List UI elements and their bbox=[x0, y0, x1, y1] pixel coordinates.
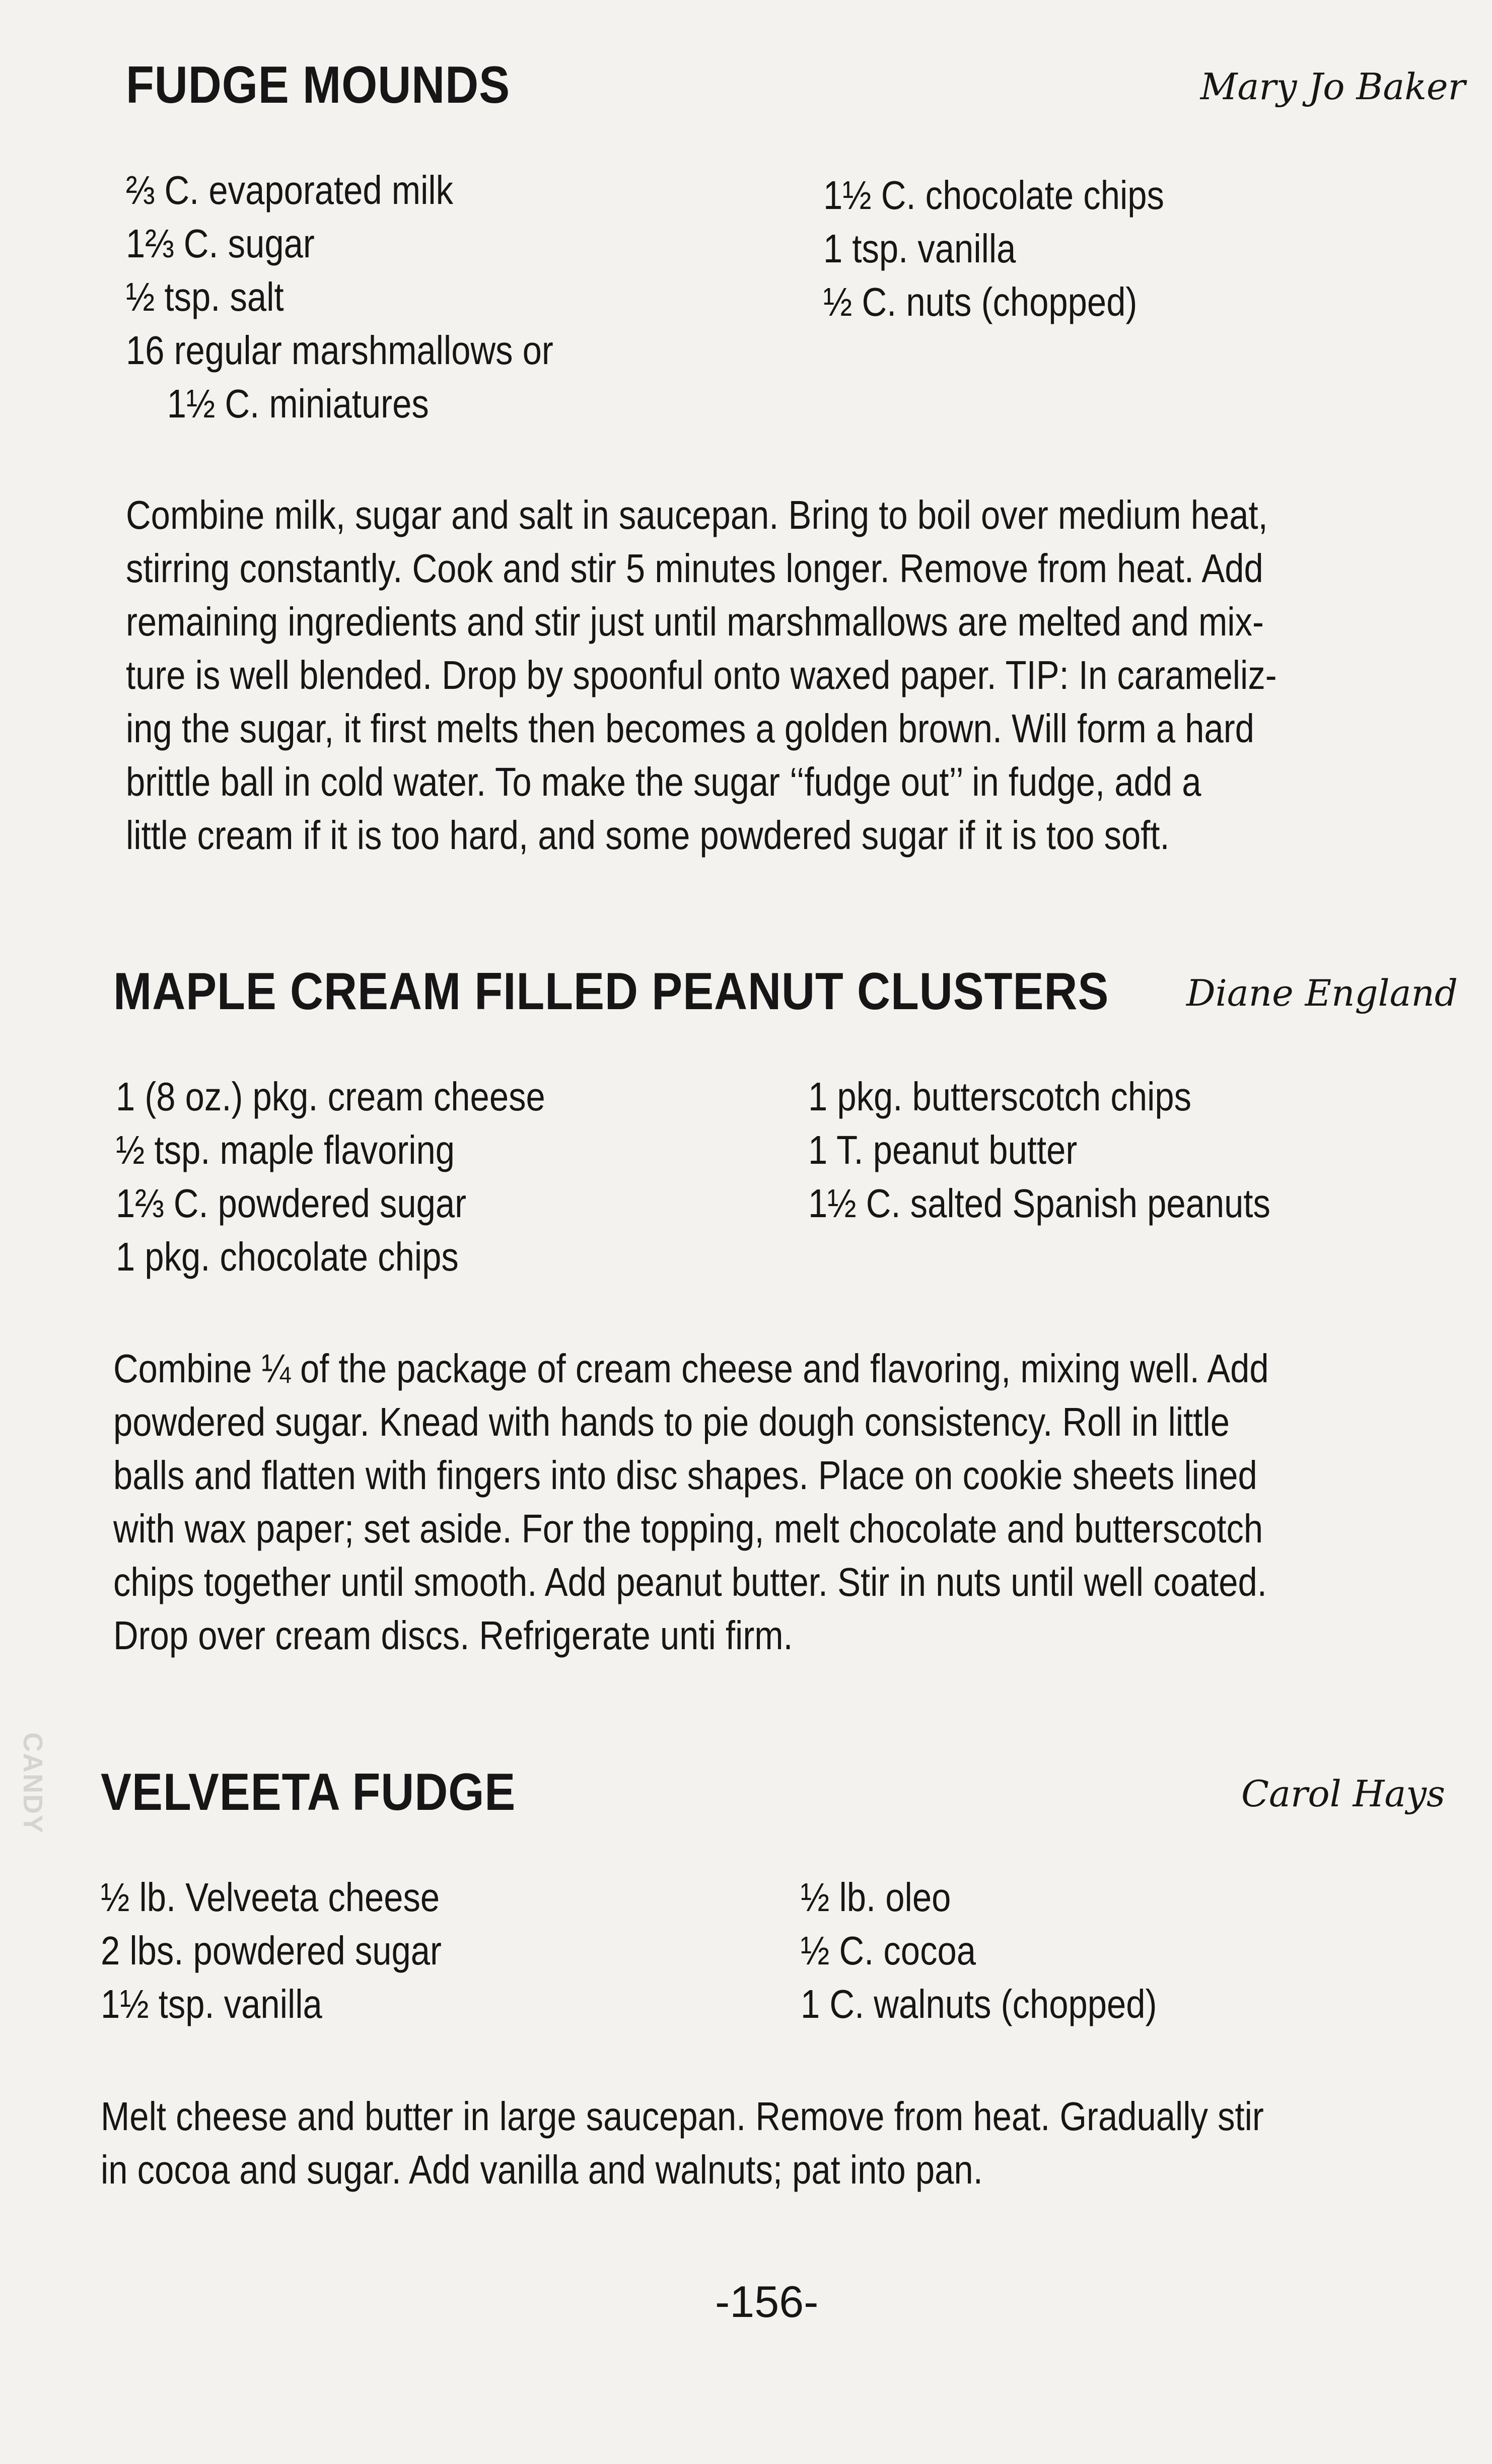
ingredient: 1½ tsp. vanilla bbox=[101, 1982, 322, 2026]
method-line: Melt cheese and butter in large saucepan. Remove from heat. Gradually stir bbox=[101, 2094, 1264, 2139]
recipe-author: Diane England bbox=[1186, 972, 1458, 1014]
ingredient: 1½ C. salted Spanish peanuts bbox=[808, 1181, 1270, 1226]
ingredients-right bbox=[808, 1070, 1345, 1230]
ingredient: ½ lb. oleo bbox=[801, 1875, 951, 1920]
ingredients-left bbox=[116, 1070, 615, 1284]
ingredients-left bbox=[101, 1871, 497, 2031]
recipe-author: Carol Hays bbox=[1241, 1773, 1445, 1815]
ingredient: 1 T. peanut butter bbox=[808, 1128, 1078, 1172]
recipe-title: MAPLE CREAM FILLED PEANUT CLUSTERS bbox=[113, 962, 1109, 1021]
recipe-method bbox=[126, 488, 1485, 862]
method-line: brittle ball in cold water. To make the sugar ‘‘fudge out’’ in fudge, add a bbox=[126, 759, 1201, 804]
recipe-method bbox=[101, 2090, 1460, 2197]
method-line: remaining ingredients and stir just until marshmallows are melted and mix- bbox=[126, 599, 1264, 644]
method-line: Drop over cream discs. Refrigerate unti firm. bbox=[113, 1613, 793, 1658]
method-line: stirring constantly. Cook and stir 5 minutes longer. Remove from heat. Add bbox=[126, 546, 1263, 591]
method-line: little cream if it is too hard, and some powdered sugar if it is too soft. bbox=[126, 813, 1170, 858]
ingredient: 1½ C. chocolate chips bbox=[823, 173, 1164, 218]
method-line: ture is well blended. Drop by spoonful onto waxed paper. TIP: In carameliz- bbox=[126, 653, 1277, 697]
method-line: in cocoa and sugar. Add vanilla and walnuts; pat into pan. bbox=[101, 2147, 983, 2192]
method-line: balls and flatten with fingers into disc shapes. Place on cookie sheets lined bbox=[113, 1453, 1257, 1498]
ingredients-right bbox=[801, 1871, 1215, 2031]
section-side-tab bbox=[15, 1732, 50, 1835]
ingredient: ½ C. nuts (chopped) bbox=[823, 279, 1138, 324]
recipe-author: Mary Jo Baker bbox=[1200, 65, 1465, 108]
ingredient: 1 pkg. chocolate chips bbox=[116, 1234, 459, 1279]
ingredient: ½ tsp. maple flavoring bbox=[116, 1128, 455, 1172]
side-tab-label: CANDY bbox=[18, 1732, 48, 1835]
method-line: chips together until smooth. Add peanut butter. Stir in nuts until well coated. bbox=[113, 1560, 1267, 1604]
recipe-title: VELVEETA FUDGE bbox=[101, 1763, 516, 1821]
method-line: ing the sugar, it first melts then becomes a golden brown. Will form a hard bbox=[126, 706, 1254, 751]
method-line: powdered sugar. Knead with hands to pie dough consistency. Roll in little bbox=[113, 1399, 1230, 1444]
ingredient: 16 regular marshmallows or bbox=[126, 328, 553, 373]
ingredient: 1 tsp. vanilla bbox=[823, 226, 1016, 271]
recipe-title: FUDGE MOUNDS bbox=[126, 56, 511, 114]
ingredient: ½ C. cocoa bbox=[801, 1928, 976, 1973]
page-number: -156- bbox=[715, 2277, 819, 2327]
method-line: with wax paper; set aside. For the topping, melt chocolate and butterscotch bbox=[113, 1506, 1263, 1551]
method-line: Combine milk, sugar and salt in saucepan. Bring to boil over medium heat, bbox=[126, 492, 1268, 537]
ingredient: 2 lbs. powdered sugar bbox=[101, 1928, 442, 1973]
ingredient: 1⅔ C. powdered sugar bbox=[116, 1181, 467, 1226]
recipe-method bbox=[113, 1342, 1473, 1662]
ingredient: 1 (8 oz.) pkg. cream cheese bbox=[116, 1074, 545, 1119]
ingredient: ½ tsp. salt bbox=[126, 274, 284, 319]
ingredient: 1 C. walnuts (chopped) bbox=[801, 1982, 1157, 2026]
ingredients-right bbox=[823, 169, 1220, 329]
ingredient: 1 pkg. butterscotch chips bbox=[808, 1074, 1192, 1119]
ingredient: ½ lb. Velveeta cheese bbox=[101, 1875, 440, 1920]
ingredient: 1⅔ C. sugar bbox=[126, 221, 315, 266]
method-line: Combine ¼ of the package of cream cheese and flavoring, mixing well. Add bbox=[113, 1346, 1269, 1391]
ingredient: ⅔ C. evaporated milk bbox=[126, 168, 454, 213]
ingredient: 1½ C. miniatures bbox=[167, 381, 429, 426]
ingredients-left bbox=[126, 164, 623, 431]
